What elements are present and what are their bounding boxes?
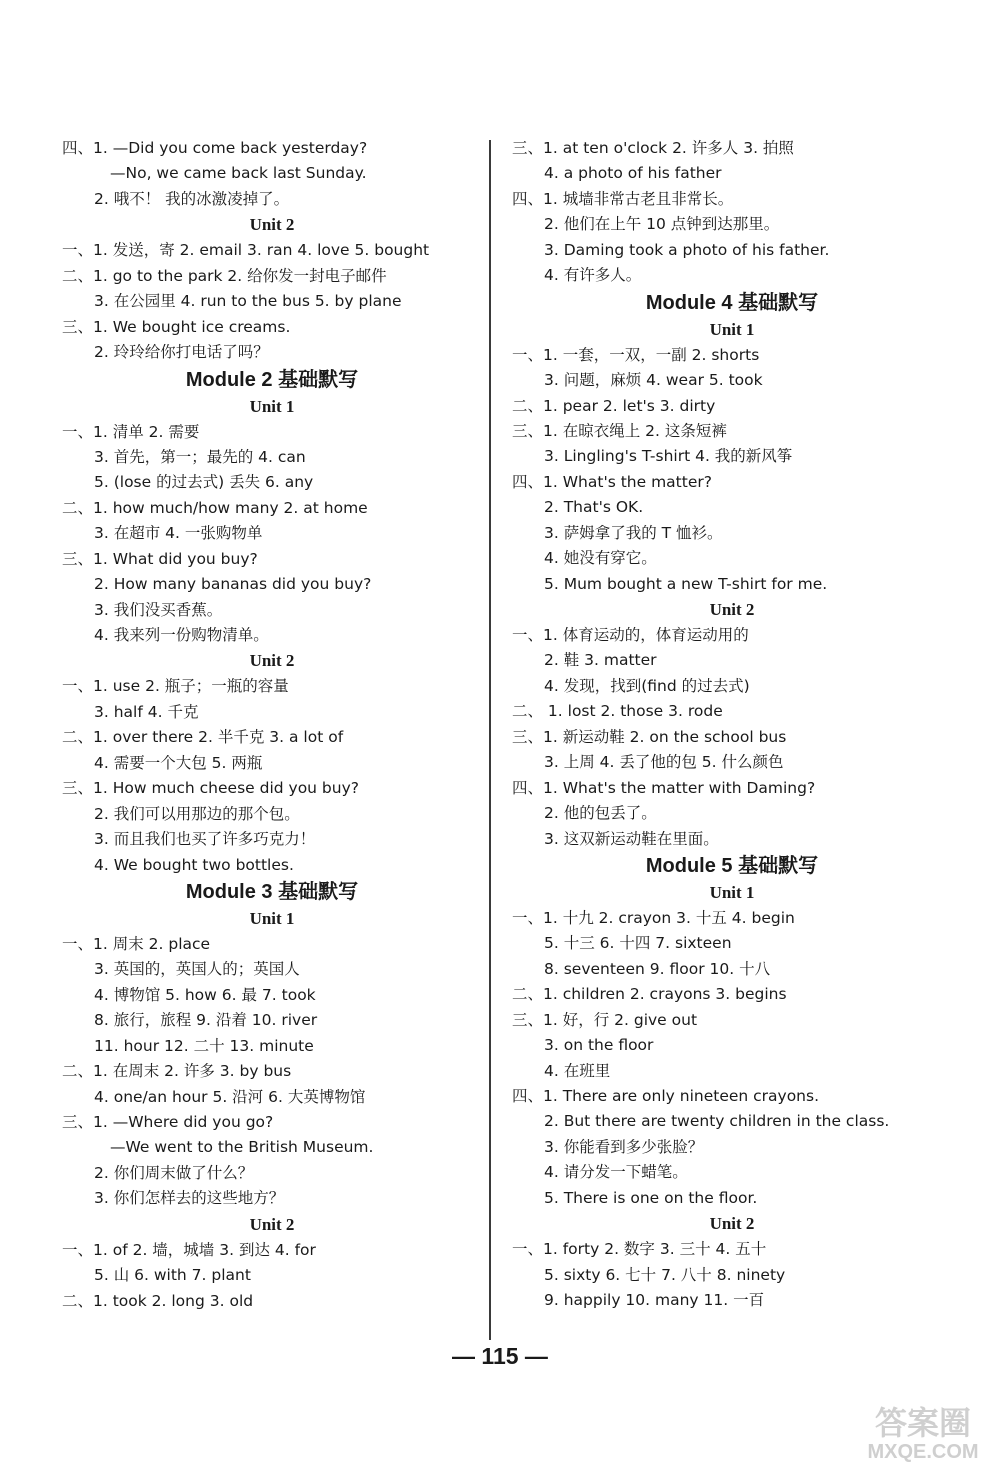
answer-line: 2. 鞋 3. matter	[544, 651, 657, 670]
answer-line: 2. How many bananas did you buy?	[94, 575, 372, 594]
answer-line: 3. 首先，第一；最先的 4. can	[94, 447, 306, 466]
answer-line: 三、1. We bought ice creams.	[62, 317, 291, 336]
right-column	[512, 136, 952, 1314]
answer-line: 5. (lose 的过去式) 丢失 6. any	[94, 473, 314, 492]
answer-line: 4. one/an hour 5. 沿河 6. 大英博物馆	[94, 1087, 366, 1106]
answer-line: 一、1. 周末 2. place	[62, 934, 211, 953]
answer-line: 3. 而且我们也买了许多巧克力！	[94, 830, 316, 849]
answer-line: 一、1. forty 2. 数字 3. 三十 4. 五十	[512, 1240, 767, 1259]
unit-heading: Unit 2	[249, 1214, 295, 1234]
answer-line: 8. 旅行，旅程 9. 沿着 10. river	[94, 1011, 318, 1030]
answer-line: 二、1. pear 2. let's 3. dirty	[512, 396, 716, 415]
answer-line: 3. half 4. 千克	[94, 702, 199, 721]
answer-line: 三、1. 新运动鞋 2. on the school bus	[512, 727, 787, 746]
answer-line: 4. 有许多人。	[544, 266, 642, 285]
unit-heading: Unit 1	[709, 882, 755, 902]
answer-line: 二、1. how much/how many 2. at home	[62, 498, 368, 517]
answer-line: 9. happily 10. many 11. 一百	[544, 1291, 765, 1310]
answer-line: 一、1. of 2. 墙，城墙 3. 到达 4. for	[62, 1240, 316, 1259]
answer-line: 2. 玲玲给你打电话了吗？	[94, 343, 269, 362]
module-heading: Module 2 基础默写	[185, 368, 359, 391]
answer-line: 3. 萨姆拿了我的 T 恤衫。	[544, 523, 723, 542]
answer-line: 3. 在超市 4. 一张购物单	[94, 524, 263, 543]
answer-line: 一、1. use 2. 瓶子；一瓶的容量	[62, 677, 289, 696]
answer-line: 一、1. 发送，寄 2. email 3. ran 4. love 5. bought	[62, 241, 430, 260]
answer-line: 2. 他们在上午 10 点钟到达那里。	[544, 215, 780, 234]
answer-line: 4. 需要一个大包 5. 两瓶	[94, 753, 263, 772]
answer-line: 2. 我们可以用那边的那个包。	[94, 804, 300, 823]
answer-line: 4. 我来列一份购物清单。	[94, 626, 269, 644]
answer-line: 四、1. There are only nineteen crayons.	[512, 1087, 820, 1105]
answer-line: 5. 十三 6. 十四 7. sixteen	[544, 934, 732, 953]
answer-line: 4. 博物馆 5. how 6. 最 7. took	[94, 985, 316, 1004]
answer-line: 3. 问题，麻烦 4. wear 5. took	[544, 371, 763, 390]
answer-line: 3. 英国的，英国人的；英国人	[94, 960, 300, 979]
answer-line: 三、1. 好，行 2. give out	[512, 1010, 698, 1029]
answer-line: 一、1. 体育运动的，体育运动用的	[512, 626, 749, 644]
answer-line: 三、1. What did you buy?	[62, 549, 258, 568]
answer-line: 4. 发现，找到(find 的过去式)	[544, 676, 750, 695]
watermark-text-en: MXQE.COM	[867, 1441, 979, 1463]
answer-line: 4. 在班里	[544, 1061, 611, 1080]
unit-heading: Unit 1	[249, 396, 295, 416]
answer-line: 4. We bought two bottles.	[94, 855, 294, 874]
answer-line: 四、1. —Did you come back yesterday?	[62, 139, 368, 157]
answer-line: 4. 请分发一下蜡笔。	[544, 1163, 688, 1182]
answer-line: 三、1. How much cheese did you buy?	[62, 779, 359, 798]
answer-line: 5. Mum bought a new T-shirt for me.	[544, 574, 828, 593]
answer-line: 4. a photo of his father	[544, 164, 722, 183]
answer-line: 三、1. at ten o'clock 2. 许多人 3. 拍照	[512, 139, 794, 157]
answer-line: —We went to the British Museum.	[110, 1138, 374, 1157]
unit-heading: Unit 2	[249, 215, 295, 235]
watermark-logo	[858, 1398, 988, 1464]
answer-line: 二、1. 在周末 2. 许多 3. by bus	[62, 1062, 292, 1081]
answer-line: 3. 你能看到多少张脸？	[544, 1137, 704, 1156]
answer-line: 11. hour 12. 二十 13. minute	[94, 1036, 314, 1055]
answer-line: 一、1. 清单 2. 需要	[62, 422, 200, 441]
answer-line: 3. 上周 4. 丢了他的包 5. 什么颜色	[544, 753, 784, 772]
answer-line: 四、1. What's the matter?	[512, 472, 712, 491]
answer-line: 5. There is one on the floor.	[544, 1188, 758, 1207]
unit-heading: Unit 2	[709, 600, 755, 619]
answer-line: 二、1. took 2. long 3. old	[62, 1291, 254, 1310]
answer-line: 3. Daming took a photo of his father.	[544, 240, 830, 259]
answer-line: 3. 你们怎样去的这些地方？	[94, 1189, 285, 1208]
module-heading: Module 4 基础默写	[645, 291, 819, 314]
answer-line: 三、1. —Where did you go?	[62, 1113, 274, 1131]
answer-line: 3. Lingling's T-shirt 4. 我的新风筝	[544, 447, 793, 466]
unit-heading: Unit 1	[709, 319, 755, 339]
answer-line: 5. sixty 6. 七十 7. 八十 8. ninety	[544, 1265, 786, 1284]
answer-line: 8. seventeen 9. floor 10. 十八	[544, 959, 771, 978]
watermark-text-cn: 答案圈	[874, 1404, 972, 1442]
answer-line: —No, we came back last Sunday.	[110, 164, 367, 183]
left-column	[62, 136, 482, 1314]
answer-line: 3. 这双新运动鞋在里面。	[544, 829, 719, 848]
answer-line: 2. That's OK.	[544, 498, 644, 517]
answer-line: 二、1. go to the park 2. 给你发一封电子邮件	[62, 266, 387, 285]
answer-line: 三、1. 在晾衣绳上 2. 这条短裤	[512, 421, 727, 440]
answer-line: 四、1. 城墙非常古老且非常长。	[512, 189, 734, 208]
answer-line: 二、1. children 2. crayons 3. begins	[512, 985, 787, 1004]
unit-heading: Unit 2	[249, 651, 295, 671]
answer-line: 3. on the floor	[544, 1036, 654, 1055]
answer-line: 二、1. over there 2. 半千克 3. a lot of	[62, 728, 344, 747]
answer-line: 一、1. 一套，一双，一副 2. shorts	[512, 345, 760, 364]
answer-line: 2. 哦不！ 我的冰激凌掉了。	[94, 189, 290, 208]
answer-line: 2. But there are twenty children in the class.	[544, 1112, 890, 1131]
module-heading: Module 5 基础默写	[645, 854, 819, 877]
column-divider	[489, 140, 491, 1340]
answer-line: 5. 山 6. with 7. plant	[94, 1266, 251, 1285]
unit-heading: Unit 1	[249, 908, 295, 928]
answer-line: 一、1. 十九 2. crayon 3. 十五 4. begin	[512, 908, 795, 927]
unit-heading: Unit 2	[709, 1214, 755, 1234]
answer-line: 二、 1. lost 2. those 3. rode	[512, 702, 723, 721]
module-heading: Module 3 基础默写	[185, 880, 359, 903]
answer-line: 4. 她没有穿它。	[544, 549, 657, 568]
answer-line: 2. 他的包丢了。	[544, 804, 657, 823]
page-number: — 115 —	[452, 1343, 548, 1369]
answer-line: 3. 在公园里 4. run to the bus 5. by plane	[94, 292, 402, 311]
answer-line: 3. 我们没买香蕉。	[94, 600, 223, 619]
answer-line: 2. 你们周末做了什么？	[94, 1163, 254, 1182]
answer-line: 四、1. What's the matter with Daming?	[512, 778, 816, 797]
